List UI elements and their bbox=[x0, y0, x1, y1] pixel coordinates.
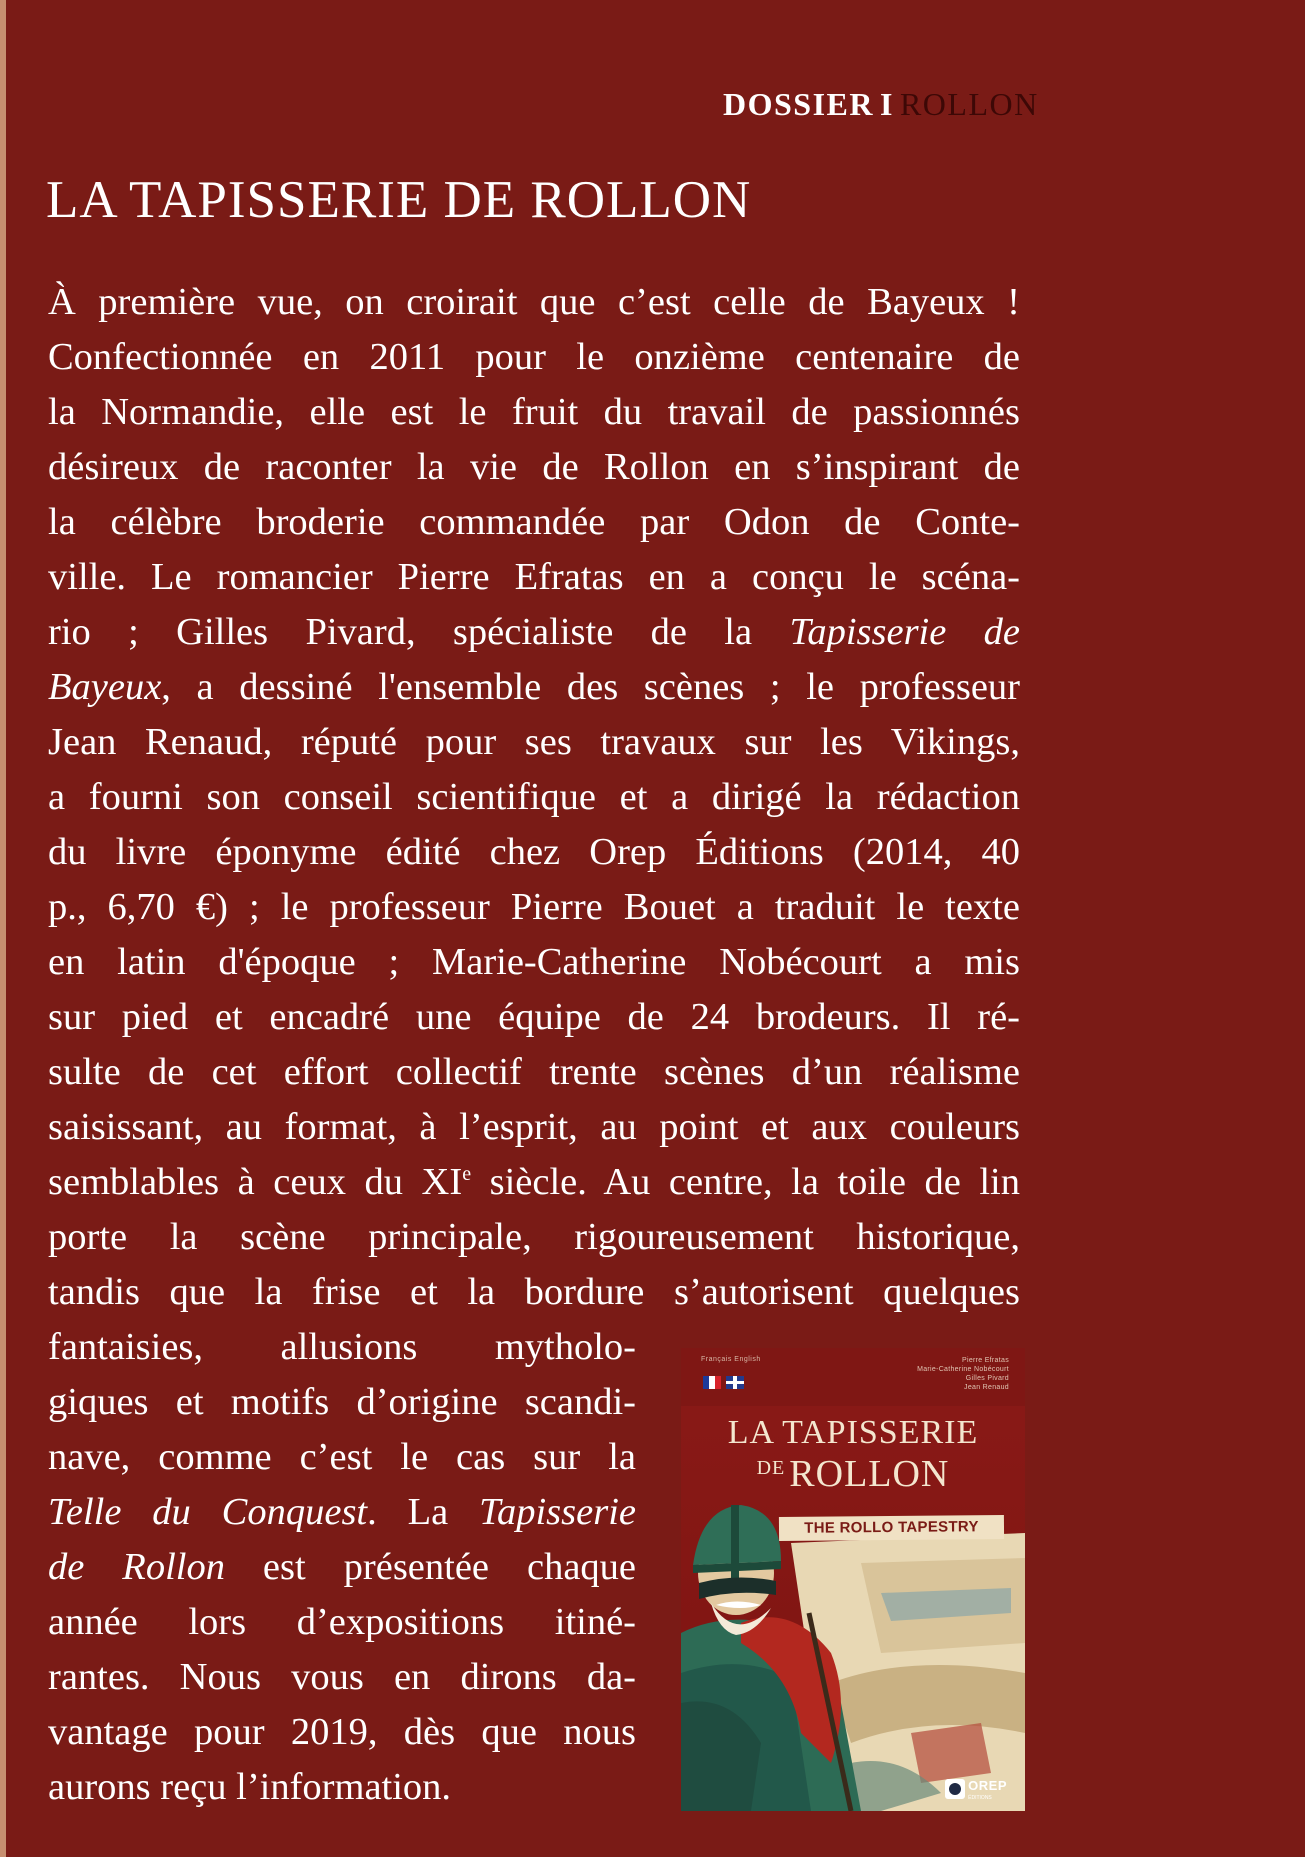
body-line: du livre éponyme édité chez Orep Éditions (2014, 40 bbox=[48, 831, 1020, 873]
body-line: désireux de raconter la vie de Rollon en s’inspirant de bbox=[48, 446, 1020, 488]
body-line: sulte de cet effort collectif trente scènes d’un réalisme bbox=[48, 1051, 1020, 1093]
cover-title-rollon: ROLLON bbox=[789, 1453, 950, 1495]
body-line: ville. Le romancier Pierre Efratas en a conçu le scéna- bbox=[48, 556, 1020, 598]
body-line: la Normandie, elle est le fruit du travail de passionnés bbox=[48, 391, 1020, 433]
section-separator: I bbox=[880, 86, 894, 122]
body-line: aurons reçu l’information. bbox=[48, 1766, 452, 1808]
body-text-run: est présentée chaque bbox=[224, 1546, 636, 1588]
cover-author: Jean Renaud bbox=[964, 1384, 1009, 1391]
body-text-run: . La bbox=[367, 1491, 480, 1533]
body-line: a fourni son conseil scientifique et a dirigé la rédaction bbox=[48, 776, 1020, 818]
cover-illustration bbox=[681, 1503, 1025, 1811]
body-line: tandis que la frise et la bordure s’autorisent quelques bbox=[48, 1271, 1020, 1313]
book-cover-image bbox=[681, 1348, 1025, 1811]
body-line bbox=[48, 660, 1020, 715]
body-line bbox=[48, 1540, 636, 1595]
body-line: Jean Renaud, réputé pour ses travaux sur les Vikings, bbox=[48, 721, 1020, 763]
body-line: p., 6,70 €) ; le professeur Pierre Bouet a traduit le texte bbox=[48, 886, 1020, 928]
cover-title-de: DE bbox=[756, 1457, 786, 1479]
body-line bbox=[48, 605, 1020, 660]
body-italic-run: de Rollon bbox=[48, 1546, 225, 1588]
cover-title-line1: LA TAPISSERIE bbox=[727, 1414, 979, 1451]
cover-title-line2 bbox=[681, 1452, 1025, 1496]
publisher-logo bbox=[945, 1777, 1007, 1801]
page-edge bbox=[0, 0, 6, 1857]
body-line bbox=[48, 1485, 636, 1540]
body-line: la célèbre broderie commandée par Odon de Conte- bbox=[48, 501, 1020, 543]
cover-author: Pierre Efratas bbox=[962, 1357, 1009, 1364]
cover-languages: Français English bbox=[701, 1356, 761, 1363]
superscript: e bbox=[462, 1163, 472, 1186]
body-text-run: rio ; Gilles Pivard, spécialiste de la bbox=[48, 611, 790, 653]
body-italic-run: Bayeux bbox=[48, 666, 162, 708]
body-line: rantes. Nous vous en dirons da- bbox=[48, 1656, 636, 1698]
body-line: saisissant, au format, à l’esprit, au point et aux couleurs bbox=[48, 1106, 1020, 1148]
article-title: LA TAPISSERIE DE ROLLON bbox=[46, 171, 752, 229]
cover-subtitle: THE ROLLO TAPESTRY bbox=[779, 1515, 1004, 1541]
section-header bbox=[723, 86, 1039, 123]
body-line: nave, comme c’est le cas sur la bbox=[48, 1436, 636, 1478]
body-line: en latin d'époque ; Marie-Catherine Nobécourt a mis bbox=[48, 941, 1020, 983]
body-line: fantaisies, allusions mytholo- bbox=[48, 1326, 636, 1368]
body-italic-run: Telle du Conquest bbox=[48, 1491, 368, 1533]
body-line: À première vue, on croirait que c’est celle de Bayeux ! bbox=[48, 281, 1020, 323]
orep-logo-icon bbox=[945, 1779, 965, 1799]
body-text-run: siècle. Au centre, la toile de lin bbox=[471, 1161, 1021, 1203]
section-label: DOSSIER bbox=[723, 86, 874, 122]
body-line: giques et motifs d’origine scandi- bbox=[48, 1381, 636, 1423]
body-line: porte la scène principale, rigoureusement historique, bbox=[48, 1216, 1020, 1258]
publisher-subname: ÉDITIONS bbox=[968, 1795, 992, 1801]
publisher-name: OREP bbox=[968, 1778, 1007, 1793]
body-line: sur pied et encadré une équipe de 24 brodeurs. Il ré- bbox=[48, 996, 1020, 1038]
body-line bbox=[48, 1155, 1020, 1210]
body-text-run: semblables à ceux du XI bbox=[48, 1161, 463, 1203]
body-italic-run: Tapisserie de bbox=[789, 611, 1021, 653]
body-line: année lors d’expositions itiné- bbox=[48, 1601, 636, 1643]
cover-author: Gilles Pivard bbox=[965, 1375, 1009, 1382]
body-line: vantage pour 2019, dès que nous bbox=[48, 1711, 636, 1753]
cover-author: Marie-Catherine Nobécourt bbox=[917, 1366, 1009, 1373]
cover-authors bbox=[917, 1356, 1009, 1392]
body-italic-run: Tapisserie bbox=[479, 1491, 636, 1533]
body-text-run: , a dessiné l'ensemble des scènes ; le professeur bbox=[161, 666, 1020, 708]
french-flag-icon bbox=[703, 1376, 721, 1389]
section-topic: ROLLON bbox=[899, 86, 1039, 122]
body-line: Confectionnée en 2011 pour le onzième centenaire de bbox=[48, 336, 1020, 378]
uk-flag-icon bbox=[726, 1376, 744, 1389]
